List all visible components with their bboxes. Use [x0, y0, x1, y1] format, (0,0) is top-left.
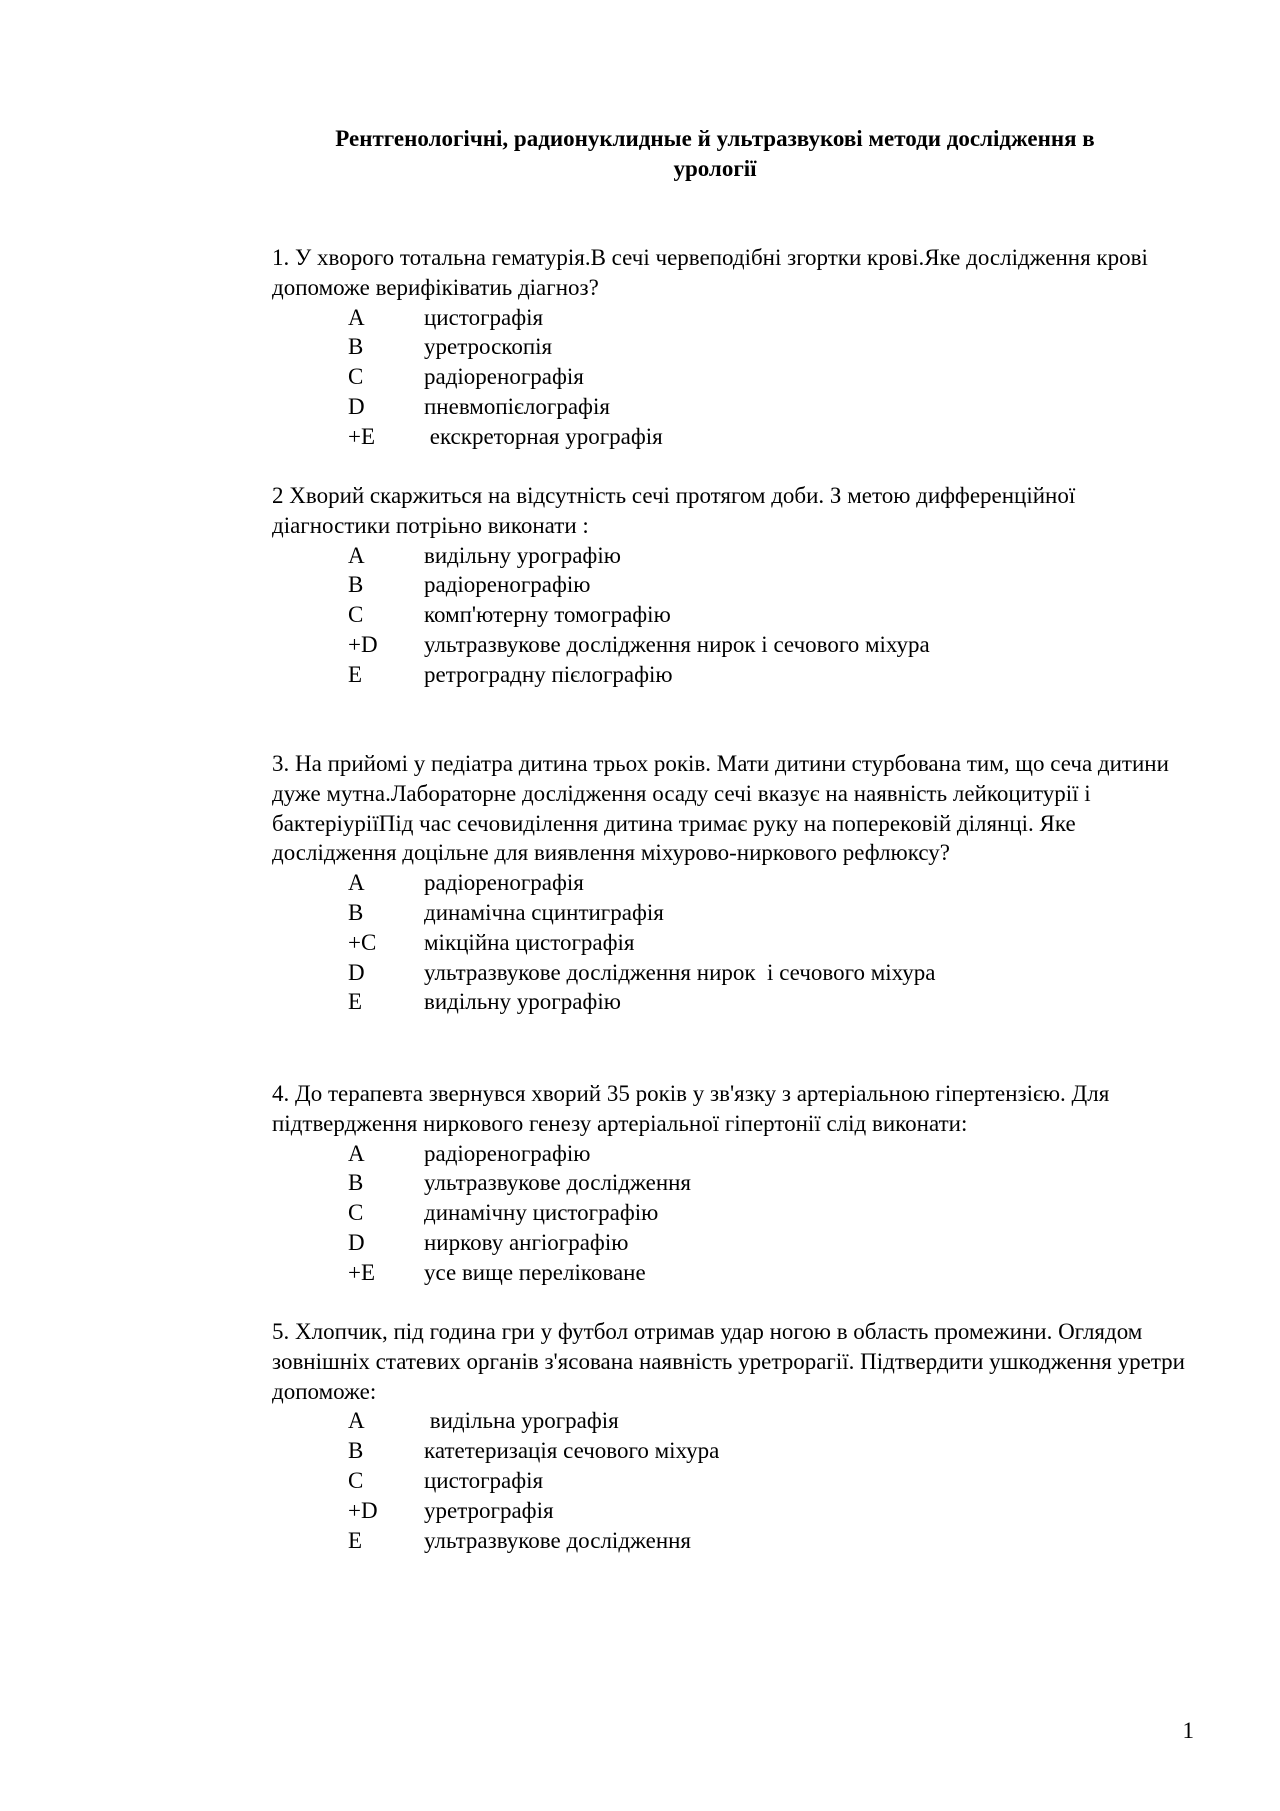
option-letter: B	[348, 1170, 364, 1196]
answer-option-correct	[272, 928, 1192, 958]
option-text: ниркову ангіографію	[424, 1229, 629, 1255]
option-letter: E	[348, 1527, 363, 1553]
answer-option	[272, 541, 1192, 571]
question-1	[272, 243, 1192, 452]
answer-option-correct	[272, 422, 1192, 452]
question-text: 1. У хворого тотальна гематурія.В сечі червеподібні згортки крові.Яке дослідження крові допоможе верифіківатиь діагноз?	[272, 245, 1148, 300]
option-letter: A	[348, 870, 365, 896]
option-letter: D	[348, 393, 365, 419]
option-text: мікційна цистографія	[424, 929, 635, 955]
option-text: видільна урографія	[424, 1408, 619, 1434]
option-text: ретроградну пієлографію	[424, 661, 673, 687]
option-letter: E	[348, 661, 363, 687]
question-3	[272, 749, 1192, 1017]
option-letter: B	[348, 1438, 364, 1464]
question-2	[272, 481, 1192, 690]
question-5	[272, 1317, 1192, 1555]
answer-option	[272, 303, 1192, 333]
option-text: радіоренографію	[424, 572, 591, 598]
answer-option	[272, 1139, 1192, 1169]
option-text: динамічна сцинтиграфія	[424, 899, 664, 925]
option-letter: +D	[348, 1497, 378, 1523]
option-text: уретроскопія	[424, 334, 553, 360]
answer-option	[272, 1466, 1192, 1496]
option-letter: A	[348, 542, 365, 568]
option-letter: +C	[348, 929, 377, 955]
answer-option	[272, 600, 1192, 630]
page-number: 1	[1182, 1718, 1194, 1743]
answer-option	[272, 987, 1192, 1017]
option-letter: +E	[348, 423, 376, 449]
option-text: ультразвукове дослідження нирок і сечового міхура	[424, 959, 936, 985]
option-text: радіоренографія	[424, 364, 584, 390]
option-text: ультразвукове дослідження нирок і сечового міхура	[424, 631, 930, 657]
option-text: катетеризація сечового міхура	[424, 1438, 720, 1464]
question-text: 5. Хлопчик, під година гри у футбол отримав удар ногою в область промежини. Оглядом зовнішніх статевих органів з'ясована наявність уретрорагії. Підтвердити ушкодження уретри допоможе:	[272, 1319, 1185, 1404]
option-text: цистографія	[424, 1467, 544, 1493]
answer-options	[272, 541, 1192, 690]
answer-option	[272, 958, 1192, 988]
option-letter: +D	[348, 631, 378, 657]
question-4	[272, 1079, 1192, 1288]
option-letter: A	[348, 1408, 365, 1434]
answer-option-correct	[272, 1496, 1192, 1526]
option-letter: +E	[348, 1259, 376, 1285]
answer-option-correct	[272, 1258, 1192, 1288]
option-text: екскреторная урографія	[424, 423, 663, 449]
answer-option	[272, 1526, 1192, 1556]
answer-options	[272, 1139, 1192, 1288]
answer-option	[272, 1168, 1192, 1198]
answer-options	[272, 868, 1192, 1017]
option-text: динамічну цистографію	[424, 1200, 659, 1226]
title-line-1: Рентгенологічні, радионуклидные й ультразвукові методи дослідження в	[335, 126, 1095, 151]
answer-option	[272, 1198, 1192, 1228]
option-letter: C	[348, 1467, 364, 1493]
option-letter: C	[348, 364, 364, 390]
answer-option-correct	[272, 630, 1192, 660]
answer-option	[272, 362, 1192, 392]
option-letter: D	[348, 1229, 365, 1255]
option-letter: D	[348, 959, 365, 985]
answer-option	[272, 1406, 1192, 1436]
option-text: видільну урографію	[424, 989, 621, 1015]
option-text: цистографія	[424, 304, 544, 330]
answer-option	[272, 898, 1192, 928]
option-text: усе вище переліковане	[424, 1259, 646, 1285]
question-text: 2 Хворий скаржиться на відсутність сечі протягом доби. З метою дифференційної діагностики потріьно виконати :	[272, 483, 1076, 538]
option-text: комп'ютерну томографію	[424, 602, 671, 628]
option-letter: E	[348, 989, 363, 1015]
answer-option	[272, 1228, 1192, 1258]
title-line-2: урології	[673, 156, 757, 181]
option-letter: A	[348, 304, 365, 330]
option-letter: A	[348, 1140, 365, 1166]
option-text: ультразвукове дослідження	[424, 1527, 692, 1553]
question-text: 3. На прийомі у педіатра дитина трьох років. Мати дитини стурбована тим, що сеча дитини дуже мутна.Лабораторне дослідження осаду сечі вказує на наявність лейкоцитурії і бактеріуріїПід час сечовиділення дитина тримає руку на поперековій ділянці. Яке дослідження доцільне для виявлення міхурово-ниркового рефлюксу?	[272, 751, 1169, 866]
option-letter: B	[348, 899, 364, 925]
answer-options	[272, 1406, 1192, 1555]
option-text: видільну урографію	[424, 542, 621, 568]
option-letter: B	[348, 572, 364, 598]
question-text: 4. До терапевта звернувся хворий 35 років у зв'язку з артеріальною гіпертензією. Для підтвердження ниркового генезу артеріальної гіпертонії слід виконати:	[272, 1081, 1110, 1136]
option-letter: C	[348, 1200, 364, 1226]
answer-option	[272, 660, 1192, 690]
answer-options	[272, 303, 1192, 452]
document-title	[270, 124, 1160, 184]
answer-option	[272, 392, 1192, 422]
option-letter: C	[348, 602, 364, 628]
option-text: пневмопієлографія	[424, 393, 610, 419]
answer-option	[272, 332, 1192, 362]
option-text: ультразвукове дослідження	[424, 1170, 692, 1196]
answer-option	[272, 868, 1192, 898]
answer-option	[272, 570, 1192, 600]
option-text: радіоренографію	[424, 1140, 591, 1166]
answer-option	[272, 1436, 1192, 1466]
option-text: уретрографія	[424, 1497, 554, 1523]
option-text: радіоренографія	[424, 870, 584, 896]
option-letter: B	[348, 334, 364, 360]
